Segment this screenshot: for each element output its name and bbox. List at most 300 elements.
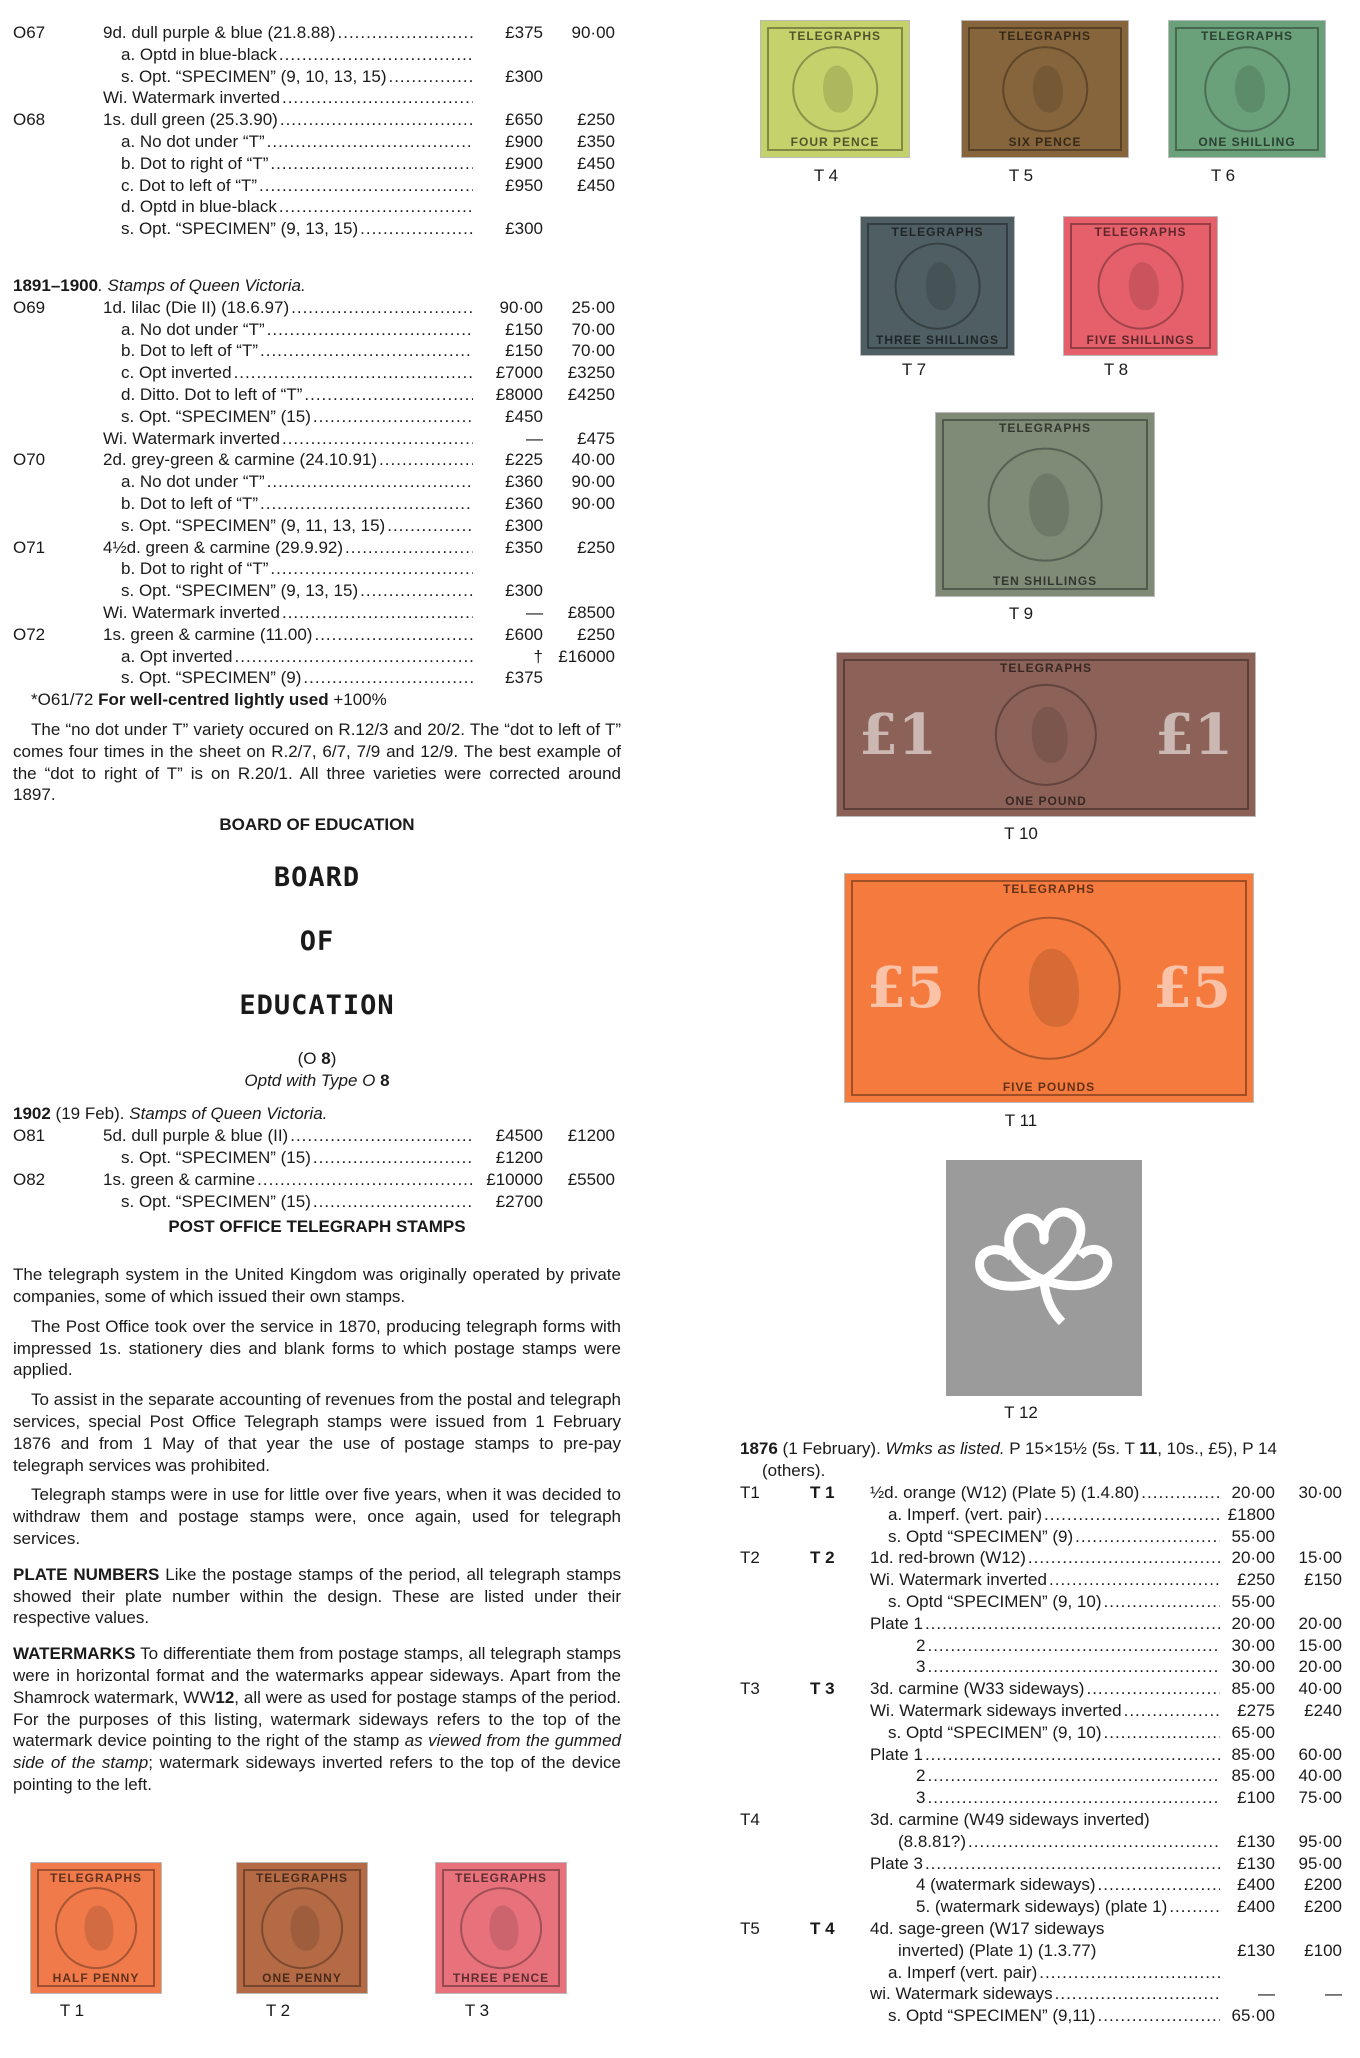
listing-description: a. No dot under “T” [121, 319, 265, 339]
listing-description: 5. (watermark sideways) (plate 1) [916, 1897, 1168, 1917]
listing-description: 4½d. green & carmine (29.9.92) [103, 537, 344, 557]
telegraph-stamp-t1 [30, 1862, 162, 1994]
unused-price: £600 [505, 624, 543, 644]
unused-price: £900 [505, 131, 543, 151]
unused-price: £150 [505, 319, 543, 339]
unused-price: £130 [1237, 1831, 1275, 1851]
catalogue-number: O67 [13, 23, 46, 42]
leader-dots [1086, 1678, 1220, 1700]
stamp-value-inscription: ONE PENNY [262, 1971, 342, 1985]
used-price: £200 [1304, 1875, 1342, 1895]
listing-description: a. No dot under “T” [121, 472, 265, 492]
unused-price: — [1258, 1984, 1275, 2004]
stamp-type-label: T 11 [1004, 1111, 1038, 1130]
used-price: £200 [1304, 1897, 1342, 1917]
used-price: 95·00 [1298, 1831, 1342, 1851]
leader-dots [1104, 1591, 1221, 1613]
listing-description: c. Dot to left of “T” [121, 175, 258, 195]
listing-description: Wi. Watermark sideways inverted [870, 1700, 1122, 1720]
telegraph-row [740, 1504, 1350, 1526]
listing-row [13, 406, 621, 428]
stamp-value-inscription: FIVE POUNDS [1002, 1080, 1096, 1094]
unused-price: — [526, 602, 543, 622]
leader-dots [1104, 1722, 1221, 1744]
listing-description: b. Dot to right of “T” [121, 559, 269, 579]
listing-description: 1s. dull green (25.3.90) [103, 110, 278, 130]
unused-price: £350 [505, 537, 543, 557]
queen-victoria-portrait [85, 1906, 114, 1951]
telegraph-row [740, 1547, 1350, 1569]
listing-description: wi. Watermark sideways [870, 1984, 1053, 2004]
stamp-value-inscription: ONE POUND [1005, 794, 1087, 808]
stamp-top-inscription: TELEGRAPHS [255, 1871, 348, 1885]
listing-description: 4d. sage-green (W17 sideways [870, 1918, 1105, 1938]
listing-description: s. Opt. “SPECIMEN” (15) [121, 1191, 311, 1211]
listing-row [13, 22, 621, 44]
telegraph-row [740, 1940, 1350, 1962]
unused-price: £275 [1237, 1700, 1275, 1720]
stamp-top-inscription: TELEGRAPHS [454, 1871, 547, 1885]
listing-description: Wi. Watermark inverted [870, 1570, 1047, 1590]
type-number: T 4 [810, 1918, 835, 1938]
leader-dots [1075, 1526, 1220, 1548]
listing-description: 3 [916, 1788, 926, 1808]
unused-price: 55·00 [1231, 1526, 1275, 1546]
listing-row [13, 131, 621, 153]
listing-row [13, 196, 621, 218]
leader-dots [927, 1656, 1220, 1678]
telegraph-row [740, 2005, 1350, 2027]
stamp-top-inscription: TELEGRAPHS [1200, 29, 1293, 43]
leader-dots [267, 131, 473, 153]
unused-price: £225 [505, 450, 543, 470]
listing-row [13, 493, 621, 515]
stamp-denomination: £5 [867, 955, 945, 1021]
telegraph-row [740, 1591, 1350, 1613]
used-price: £3250 [567, 363, 615, 383]
used-price: 40·00 [571, 450, 615, 470]
unused-price: £360 [505, 493, 543, 513]
used-price: £250 [577, 110, 615, 130]
listing-description: s. Opt. “SPECIMEN” (9, 10, 13, 15) [121, 66, 387, 86]
listing-row [13, 602, 621, 624]
listing-description: Plate 1 [870, 1744, 923, 1764]
unused-price: 20·00 [1231, 1483, 1275, 1502]
unused-price: £1800 [1227, 1504, 1275, 1524]
leader-dots [968, 1831, 1220, 1853]
stamp-type-label: T 10 [1004, 824, 1038, 843]
leader-dots [1039, 1962, 1220, 1984]
listing-block-1902 [13, 1125, 621, 1212]
unused-price: £130 [1237, 1853, 1275, 1873]
plate-numbers-paragraph: PLATE NUMBERS Like the postage stamps of the period, all telegraph stamps showed their plate number within the design. These are listed under their respective values. [13, 1564, 621, 1628]
used-price: 75·00 [1298, 1788, 1342, 1808]
leader-dots [313, 406, 473, 428]
catalogue-number: O82 [13, 1169, 46, 1189]
leader-dots [290, 1125, 473, 1147]
listing-description: s. Opt. “SPECIMEN” (9, 11, 13, 15) [121, 515, 386, 535]
listing-row [13, 362, 621, 384]
listing-description: a. Imperf (vert. pair) [888, 1962, 1038, 1982]
queen-victoria-portrait [291, 1906, 320, 1951]
used-price: 20·00 [1298, 1613, 1342, 1633]
variety-note: The “no dot under T” variety occured on R.12/3 and 20/2. The “dot to left of T” comes four times in the sheet on R.2/7, 6/7, 7/9 and 12/9. The best example of the “dot to right of T” is on R.20/1. All three varieties were corrected around 1897. [13, 719, 621, 805]
listing-description: Wi. Watermark inverted [103, 428, 280, 448]
used-price: £350 [577, 131, 615, 151]
listing-description: 3d. carmine (W49 sideways inverted) [870, 1809, 1150, 1829]
listing-row [13, 1147, 621, 1169]
listing-row [13, 87, 621, 109]
leader-dots [1055, 1983, 1220, 2005]
leader-dots [360, 218, 473, 240]
stamp-type-label: T 12 [1004, 1403, 1038, 1422]
listing-row [13, 340, 621, 362]
unused-price: 85·00 [1231, 1679, 1275, 1699]
issue-heading-1891: 1891–1900. Stamps of Queen Victoria. [13, 275, 306, 295]
overprint-type-o8 [13, 846, 621, 1038]
used-price: £1200 [567, 1126, 615, 1146]
stamp-top-inscription: TELEGRAPHS [998, 421, 1091, 435]
listing-description: Wi. Watermark inverted [103, 602, 280, 622]
used-price: 60·00 [1298, 1744, 1342, 1764]
leader-dots [291, 297, 473, 319]
leader-dots [1141, 1482, 1220, 1504]
used-price: 90·00 [571, 23, 615, 42]
telegraph-row [740, 1896, 1350, 1918]
leader-dots [267, 471, 473, 493]
stamp-top-inscription: TELEGRAPHS [49, 1871, 142, 1885]
overprint-line: EDUCATION [239, 989, 395, 1021]
listing-row [13, 471, 621, 493]
telegraph-heading: POST OFFICE TELEGRAPH STAMPS [168, 1217, 466, 1237]
unused-price: £130 [1237, 1940, 1275, 1960]
stamp-value-inscription: ONE SHILLING [1198, 135, 1296, 149]
stamp-denomination: £1 [859, 701, 937, 768]
catalogue-number: O70 [13, 450, 46, 470]
listing-description: 1s. green & carmine [103, 1169, 256, 1189]
left-column [13, 22, 621, 1796]
leader-dots [1098, 1874, 1221, 1896]
telegraph-row [740, 1569, 1350, 1591]
catalogue-number: T2 [740, 1548, 760, 1568]
catalogue-number: O81 [13, 1126, 46, 1146]
leader-dots [313, 1147, 473, 1169]
leader-dots [360, 580, 473, 602]
catalogue-number: T1 [740, 1483, 760, 1502]
used-price: £100 [1304, 1940, 1342, 1960]
stamp-denomination: £1 [1155, 701, 1233, 768]
used-price: 40·00 [1298, 1766, 1342, 1786]
listing-description: s. Opt. “SPECIMEN” (9, 13, 15) [121, 219, 359, 239]
listing-description: 3 [916, 1657, 926, 1677]
used-price: £16000 [558, 646, 615, 666]
listing-description: s. Opt. “SPECIMEN” (9) [121, 668, 302, 688]
right-column [740, 0, 1350, 2058]
listing-description: a. No dot under “T” [121, 131, 265, 151]
telegraph-row [740, 1656, 1350, 1678]
listing-description: ½d. orange (W12) (Plate 5) (1.4.80) [870, 1483, 1140, 1502]
catalogue-number: T4 [740, 1809, 760, 1829]
stamp-value-inscription: HALF PENNY [52, 1971, 140, 1985]
telegraph-row [740, 1700, 1350, 1722]
listing-row [13, 580, 621, 602]
stamp-top-inscription: TELEGRAPHS [998, 29, 1091, 43]
telegraph-row [740, 1613, 1350, 1635]
listing-description: 1d. red-brown (W12) [870, 1548, 1026, 1568]
unused-price: 65·00 [1231, 1722, 1275, 1742]
listing-description: 1d. lilac (Die II) (18.6.97) [103, 297, 290, 317]
listing-description: a. Opt inverted [121, 646, 233, 666]
used-price: 25·00 [571, 297, 615, 317]
leader-dots [304, 384, 473, 406]
stamp-top-inscription: TELEGRAPHS [788, 29, 881, 43]
watermarks-paragraph: WATERMARKS To differentiate them from postage stamps, all telegraph stamps were in horizontal format and the watermarks appear sideways. Apart from the Shamrock watermark, WW12, all were as used for postage stamps of the period. For the purposes of this listing, watermark sideways refers to the top of the watermark device pointing to the right of the stamp as viewed from the gummed side of the stamp; watermark sideways inverted refers to the top of the device pointing to the left. [13, 1644, 622, 1794]
listing-description: 2 [916, 1635, 926, 1655]
listing-description: d. Optd in blue-black [121, 197, 277, 217]
leader-dots [314, 624, 473, 646]
unused-price: £300 [505, 581, 543, 601]
listing-row [13, 153, 621, 175]
listing-description: s. Optd “SPECIMEN” (9, 10) [888, 1722, 1102, 1742]
issue-heading-1902: 1902 (19 Feb). Stamps of Queen Victoria. [13, 1104, 328, 1124]
listing-description: s. Opt. “SPECIMEN” (15) [121, 406, 311, 426]
listing-description: s. Opt. “SPECIMEN” (9, 13, 15) [121, 581, 359, 601]
unused-price: 90·00 [499, 297, 543, 317]
leader-dots [927, 1787, 1220, 1809]
leader-dots [235, 646, 473, 668]
type-caption: (O 8) [297, 1048, 337, 1068]
stamp-type-label: T 6 [1210, 166, 1236, 185]
leader-dots [282, 87, 473, 109]
type-number: T 1 [810, 1483, 835, 1502]
history-paragraph: The Post Office took over the service in 1870, producing telegraph forms with impressed 1s. stationery dies and blank forms to which postage stamps were applied. [13, 1316, 621, 1380]
telegraph-row [740, 1635, 1350, 1657]
used-price: — [1325, 1984, 1342, 2004]
leader-dots [1124, 1700, 1220, 1722]
unused-price: £360 [505, 472, 543, 492]
leader-dots [925, 1853, 1220, 1875]
listing-row [13, 319, 621, 341]
telegraph-row [740, 1853, 1350, 1875]
telegraph-row [740, 1962, 1350, 1984]
catalogue-number: O72 [13, 624, 46, 644]
listing-description: 5d. dull purple & blue (II) [103, 1126, 289, 1146]
unused-price: 30·00 [1231, 1635, 1275, 1655]
listing-row [13, 667, 621, 689]
listing-description: 4 (watermark sideways) [916, 1875, 1096, 1895]
telegraph-row [740, 1765, 1350, 1787]
telegraph-row [740, 1809, 1350, 1831]
leader-dots [282, 602, 473, 624]
unused-price: £7000 [495, 363, 543, 383]
telegraph-row [740, 1918, 1350, 1940]
stamp-value-inscription: TEN SHILLINGS [992, 574, 1098, 588]
unused-price: £150 [505, 341, 543, 361]
unused-price: 55·00 [1231, 1591, 1275, 1611]
catalogue-number: T3 [740, 1679, 760, 1699]
overprint-line: OF [299, 925, 335, 957]
board-of-education-heading: BOARD OF EDUCATION [219, 815, 415, 835]
telegraph-row [740, 1678, 1350, 1700]
intro-paragraph: The telegraph system in the United Kingdom was originally operated by private companies, some of which issued their own stamps. [13, 1265, 621, 1307]
catalogue-number: O68 [13, 110, 46, 130]
type-number: T 3 [810, 1679, 835, 1699]
listing-description: Wi. Watermark inverted [103, 88, 280, 108]
unused-price: £8000 [495, 384, 543, 404]
listing-row [13, 175, 621, 197]
used-price: £450 [577, 153, 615, 173]
leader-dots [1049, 1569, 1220, 1591]
listing-description: 2d. grey-green & carmine (24.10.91) [103, 450, 378, 470]
leader-dots [925, 1613, 1220, 1635]
stamp-denomination: £5 [1153, 955, 1231, 1021]
listing-description: 1s. green & carmine (11.00) [103, 624, 313, 644]
used-price: 70·00 [571, 319, 615, 339]
used-price: £250 [577, 624, 615, 644]
unused-price: 65·00 [1231, 2006, 1275, 2026]
unused-price: 85·00 [1231, 1766, 1275, 1786]
stamp-top-inscription: TELEGRAPHS [1002, 882, 1095, 896]
unused-price: £400 [1237, 1897, 1275, 1917]
unused-price: £900 [505, 153, 543, 173]
telegraph-row [740, 1482, 1350, 1504]
telegraph-row [740, 1874, 1350, 1896]
listing-row [13, 449, 621, 471]
leader-dots [388, 66, 473, 88]
used-price: £4250 [567, 384, 615, 404]
stamp-top-inscription: TELEGRAPHS [999, 661, 1092, 675]
leader-dots [260, 340, 473, 362]
used-price: £450 [577, 175, 615, 195]
stamp-value-inscription: THREE SHILLINGS [875, 333, 999, 347]
unused-price: £4500 [495, 1126, 543, 1146]
leader-dots [259, 175, 473, 197]
unused-price: † [533, 646, 543, 666]
listing-description: c. Opt inverted [121, 363, 232, 383]
leader-dots [927, 1765, 1220, 1787]
listing-row [13, 218, 621, 240]
listing-description: Plate 1 [870, 1613, 923, 1633]
used-price: £240 [1304, 1700, 1342, 1720]
telegraph-row [740, 1744, 1350, 1766]
listing-row [13, 624, 621, 646]
stamp-type-label: T 7 [901, 360, 927, 379]
listing-row [13, 109, 621, 131]
stamp-top-inscription: TELEGRAPHS [891, 225, 984, 239]
optd-with-caption: Optd with Type O 8 [244, 1070, 390, 1090]
leader-dots [925, 1744, 1220, 1766]
listing-row [13, 384, 621, 406]
telegraph-stamp-t3 [435, 1862, 567, 1994]
listing-description: a. Imperf. (vert. pair) [888, 1504, 1042, 1524]
used-price: £8500 [567, 602, 615, 622]
unused-price: 30·00 [1231, 1657, 1275, 1677]
listing-row [13, 558, 621, 580]
telegraph-stamp-t2 [236, 1862, 368, 1994]
listing-description: 3d. carmine (W33 sideways) [870, 1679, 1085, 1699]
listing-description: inverted) (Plate 1) (1.3.77) [898, 1940, 1097, 1960]
leader-dots [313, 1191, 473, 1213]
listing-row [13, 66, 621, 88]
leader-dots [338, 22, 474, 44]
leader-dots [270, 558, 473, 580]
listing-description: 2 [916, 1766, 926, 1786]
unused-price: £250 [1237, 1570, 1275, 1590]
leader-dots [303, 667, 473, 689]
issue-heading-1876: 1876 (1 February). Wmks as listed. P 15×15½ (5s. T 11, 10s., £5), P 14 (others). [740, 1439, 1277, 1480]
unused-price: £1200 [495, 1148, 543, 1168]
listing-row [13, 1191, 621, 1213]
used-price: £150 [1304, 1570, 1342, 1590]
listing-row [13, 515, 621, 537]
used-price: 15·00 [1298, 1635, 1342, 1655]
leader-dots [1098, 2005, 1220, 2027]
leader-dots [260, 493, 473, 515]
unused-price: £950 [505, 175, 543, 195]
telegraph-row [740, 1831, 1350, 1853]
type-number: T 2 [810, 1548, 835, 1568]
telegraph-row [740, 1526, 1350, 1548]
stamp-type-label: T 3 [464, 2001, 490, 2020]
listing-description: b. Dot to right of “T” [121, 153, 269, 173]
used-price: 30·00 [1298, 1483, 1342, 1502]
listing-description: (8.8.81?) [898, 1831, 967, 1851]
listing-description: b. Dot to left of “T” [121, 493, 258, 513]
stamp-type-label: T 4 [813, 166, 839, 185]
listing-description: s. Optd “SPECIMEN” (9,11) [888, 2006, 1096, 2026]
unused-price: — [526, 428, 543, 448]
unused-price: £375 [505, 23, 543, 42]
listing-row [13, 428, 621, 450]
stamp-type-label: T 5 [1008, 166, 1034, 185]
overprint-line: BOARD [273, 861, 361, 893]
used-price: 95·00 [1298, 1853, 1342, 1873]
used-price: 40·00 [1298, 1679, 1342, 1699]
unused-price: 85·00 [1231, 1744, 1275, 1764]
listing-row [13, 44, 621, 66]
leader-dots [234, 362, 473, 384]
used-price: £475 [577, 428, 615, 448]
leader-dots [1044, 1504, 1220, 1526]
used-price: 90·00 [571, 493, 615, 513]
unused-price: £300 [505, 219, 543, 239]
telegraph-row [740, 1787, 1350, 1809]
stamp-value-inscription: FIVE SHILLINGS [1086, 333, 1195, 347]
leader-dots [279, 196, 473, 218]
telegraph-row [740, 1983, 1350, 2005]
listing-row [13, 537, 621, 559]
unused-price: £450 [505, 406, 543, 426]
leader-dots [387, 515, 473, 537]
unused-price: £10000 [486, 1169, 543, 1189]
catalogue-number: T5 [740, 1918, 760, 1938]
stamp-value-inscription: THREE PENCE [452, 1971, 550, 1985]
listing-block-1891 [13, 22, 621, 240]
listing-description: s. Optd “SPECIMEN” (9, 10) [888, 1591, 1102, 1611]
stamp-value-inscription: FOUR PENCE [790, 135, 880, 149]
listing-description: d. Ditto. Dot to left of “T” [121, 384, 303, 404]
listing-row [13, 1125, 621, 1147]
stamp-type-label: T 9 [1008, 604, 1034, 623]
accounting-paragraph: To assist in the separate accounting of revenues from the postal and telegraph services, special Post Office Telegraph stamps were issued from 1 February 1876 and from 1 May of that year the use of postage stamps to pre-pay telegraph services was prohibited. [13, 1390, 621, 1475]
stamp-value-inscription: SIX PENCE [1008, 135, 1082, 149]
centering-note: *O61/72 For well-centred lightly used +100% [31, 690, 387, 710]
listing-block-1891-1900 [13, 297, 621, 689]
unused-price: £400 [1237, 1875, 1275, 1895]
catalogue-number: O69 [13, 297, 46, 317]
stamp-type-label: T 1 [59, 2001, 85, 2020]
listing-row [13, 1169, 621, 1191]
